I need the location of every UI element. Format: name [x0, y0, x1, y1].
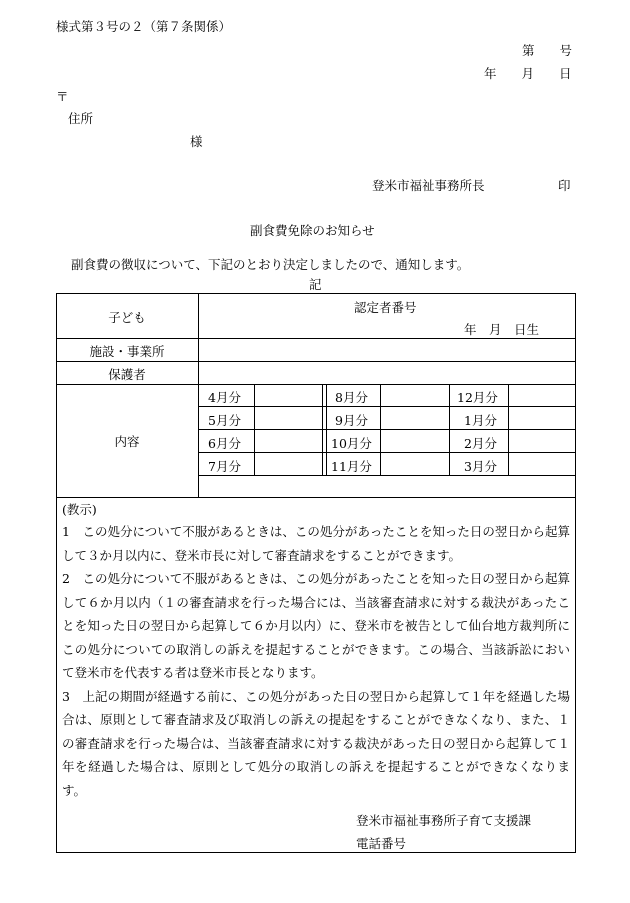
birth-date-label: 年 月 日生 [464, 322, 540, 337]
seal-mark: 印 [558, 178, 571, 193]
note-item-1: 1 この処分について不服があるときは、この処分があったことを知った日の翌日から起算して３か月以内に、登米市長に対して審査請求をすることができます。 [62, 524, 570, 563]
phone-label: 電話番号 [356, 836, 407, 851]
postal-mark: 〒 [56, 89, 69, 104]
document-title: 副食費免除のお知らせ [250, 223, 375, 238]
honorific: 様 [190, 134, 203, 149]
cert-number-label: 認定者番号 [354, 300, 417, 315]
ki-mark: 記 [309, 277, 322, 292]
month-cell: 7月分 [208, 459, 241, 474]
facility-label: 施設・事業所 [89, 344, 165, 359]
note-item-2: 2 この処分について不服があるときは、この処分があったことを知った日の翌日から起算して６か月以内（１の審査請求を行った場合には、当該審査請求に対する裁決があったことを知った日の翌日から起算して６か月以内）に、登米市を被告として仙台地方裁判所にこの処分についての取消しの訴えを提起することができます。この場合、当該訴訟において登米市を代表する者は登米市長となります。 [62, 571, 570, 680]
form-number: 様式第３号の２（第７条関係） [56, 19, 232, 34]
date-label: 年 月 日 [484, 66, 572, 81]
document-number-label: 第 号 [522, 43, 573, 58]
month-cell: 11月分 [331, 459, 372, 474]
month-cell: 4月分 [208, 390, 241, 405]
notes-heading: (教示) [62, 502, 97, 517]
month-cell: 1月分 [464, 413, 497, 428]
division-name: 登米市福祉事務所子育て支援課 [356, 813, 532, 828]
address-label: 住所 [68, 111, 94, 126]
note-item-3: 3 上記の期間が経過する前に、この処分があった日の翌日から起算して１年を経過した場合は、原則として審査請求及び取消しの訴えの提起をすることができなくなり、また、１の審査請求を行った場合は、当該審査請求に対する裁決があった日の翌日から起算して１年を経過した場合は、原則として処分の取消しの訴えを提起することができなくなります。 [62, 688, 570, 798]
notes-list [62, 520, 570, 802]
guardian-label: 保護者 [108, 367, 146, 382]
month-cell: 8月分 [335, 390, 368, 405]
month-cell: 2月分 [464, 436, 497, 451]
intro-text: 副食費の徴収について、下記のとおり決定しましたので、通知します。 [71, 257, 470, 272]
content-label: 内容 [114, 434, 140, 449]
month-cell: 6月分 [208, 436, 241, 451]
month-cell: 5月分 [208, 413, 241, 428]
child-label: 子ども [108, 310, 146, 325]
month-cell: 10月分 [331, 436, 372, 451]
month-cell: 12月分 [457, 390, 498, 405]
month-cell: 3月分 [464, 459, 497, 474]
sender-name: 登米市福祉事務所長 [372, 178, 485, 193]
month-cell: 9月分 [335, 413, 368, 428]
